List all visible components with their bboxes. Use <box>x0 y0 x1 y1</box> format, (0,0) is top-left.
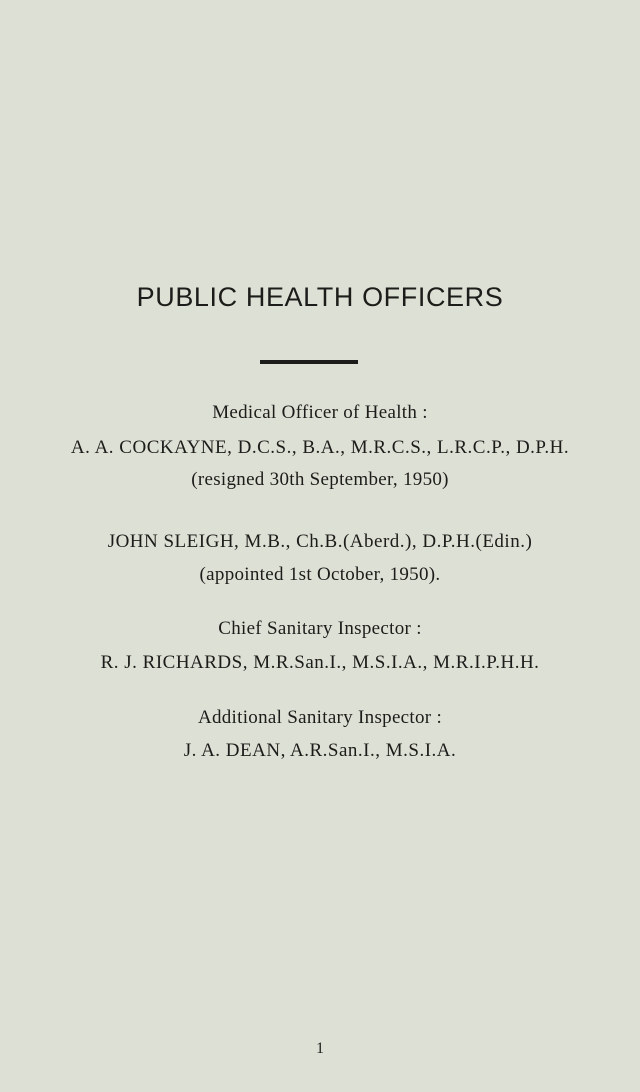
officer-name-richards: R. J. RICHARDS, M.R.San.I., M.S.I.A., M.R.I.P.H.H. <box>100 652 540 673</box>
role-chief-sanitary-inspector: Chief Sanitary Inspector : <box>218 618 422 639</box>
officer-note-cockayne: (resigned 30th September, 1950) <box>191 469 449 490</box>
officer-name-sleigh: JOHN SLEIGH, M.B., Ch.B.(Aberd.), D.P.H.(Edin.) <box>107 531 533 552</box>
page-title: PUBLIC HEALTH OFFICERS <box>136 282 504 312</box>
officer-name-dean: J. A. DEAN, A.R.San.I., M.S.I.A. <box>183 740 457 761</box>
page-number: 1 <box>316 1040 324 1057</box>
officer-name-cockayne: A. A. COCKAYNE, D.C.S., B.A., M.R.C.S., L.R.C.P., D.P.H. <box>70 437 570 458</box>
title-rule <box>260 360 358 364</box>
officer-note-sleigh: (appointed 1st October, 1950). <box>199 564 441 585</box>
role-additional-sanitary-inspector: Additional Sanitary Inspector : <box>197 707 443 728</box>
role-medical-officer: Medical Officer of Health : <box>212 402 428 423</box>
